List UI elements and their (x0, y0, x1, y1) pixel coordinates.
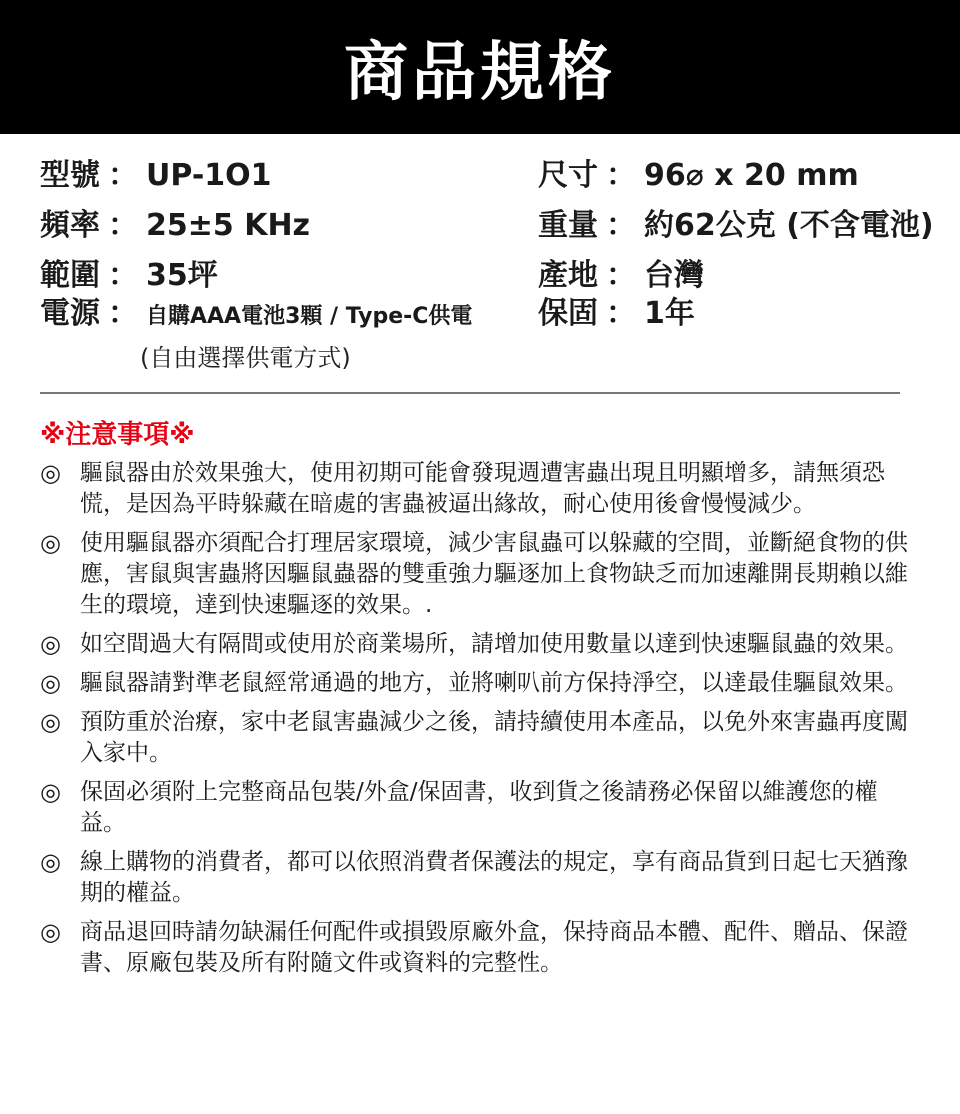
spec-separator: ： (108, 208, 138, 243)
spec-separator: ： (108, 296, 138, 331)
list-item (40, 458, 920, 520)
spec-weight (538, 206, 934, 246)
bullet-icon: ◎ (40, 778, 61, 806)
spec-value: 1年 (644, 296, 695, 331)
spec-value: 35坪 (146, 258, 218, 293)
list-item-text: 驅鼠器請對準老鼠經常通過的地方，並將喇叭前方保持淨空，以達最佳驅鼠效果。 (80, 670, 908, 696)
spec-separator: ： (108, 158, 138, 193)
bullet-icon: ◎ (40, 459, 61, 487)
spec-label: 型號 (40, 158, 100, 193)
bullet-icon: ◎ (40, 529, 61, 557)
spec-label: 電源 (40, 296, 100, 331)
spec-separator: ： (108, 258, 138, 293)
list-item (40, 668, 920, 699)
page-title: 商品規格 (344, 36, 616, 110)
spec-size (538, 156, 859, 196)
spec-separator: ： (606, 208, 636, 243)
spec-separator: ： (606, 158, 636, 193)
spec-value: 約62公克 (不含電池) (644, 208, 934, 243)
spec-power (40, 294, 472, 337)
spec-value: UP-1O1 (146, 158, 272, 193)
list-item (40, 847, 920, 909)
spec-model (40, 156, 272, 196)
spec-value: 96⌀ x 20 mm (644, 158, 859, 193)
list-item-text: 如空間過大有隔間或使用於商業場所，請增加使用數量以達到快速驅鼠蟲的效果。 (80, 631, 908, 657)
spec-power-note: (自由選擇供電方式) (140, 344, 351, 372)
bullet-icon: ◎ (40, 708, 61, 736)
list-item-text: 線上購物的消費者，都可以依照消費者保護法的規定，享有商品貨到日起七天猶豫期的權益。 (80, 849, 908, 906)
section-divider (40, 392, 900, 394)
bullet-icon: ◎ (40, 918, 61, 946)
bullet-icon: ◎ (40, 848, 61, 876)
spec-label: 保固 (538, 296, 598, 331)
list-item (40, 777, 920, 839)
list-item-text: 保固必須附上完整商品包裝/外盒/保固書，收到貨之後請務必保留以維護您的權益。 (80, 779, 878, 836)
spec-value: 25±5 KHz (146, 208, 311, 243)
list-item-text: 使用驅鼠器亦須配合打理居家環境，減少害鼠蟲可以躲藏的空間，並斷絕食物的供應，害鼠與害蟲將因驅鼠蟲器的雙重強力驅逐加上食物缺乏而加速離開長期賴以維生的環境，達到快速驅逐的效果。. (80, 530, 908, 618)
list-item (40, 629, 920, 660)
list-item-text: 預防重於治療，家中老鼠害蟲減少之後，請持續使用本產品，以免外來害蟲再度闖入家中。 (80, 709, 908, 766)
spec-section (0, 134, 960, 374)
spec-label: 頻率 (40, 208, 100, 243)
spec-label: 尺寸 (538, 158, 598, 193)
bullet-icon: ◎ (40, 669, 61, 697)
list-item-text: 商品退回時請勿缺漏任何配件或損毀原廠外盒，保持商品本體、配件、贈品、保證書、原廠包裝及所有附隨文件或資料的完整性。 (80, 919, 908, 976)
spec-separator: ： (606, 296, 636, 331)
bullet-icon: ◎ (40, 630, 61, 658)
list-item (40, 917, 920, 979)
notice-title: ※注意事項※ (40, 420, 195, 450)
spec-frequency (40, 206, 310, 246)
spec-origin (538, 256, 704, 296)
spec-range (40, 256, 218, 296)
list-item (40, 707, 920, 769)
notice-list (40, 458, 920, 987)
spec-label: 範圍 (40, 258, 100, 293)
spec-label: 重量 (538, 208, 598, 243)
spec-value: 台灣 (644, 258, 704, 293)
spec-value: 自購AAA電池3顆 / Type-C供電 (146, 304, 473, 329)
spec-label: 產地 (538, 258, 598, 293)
list-item-text: 驅鼠器由於效果強大，使用初期可能會發現週遭害蟲出現且明顯增多，請無須恐慌，是因為平時躲藏在暗處的害蟲被逼出緣故，耐心使用後會慢慢減少。 (80, 460, 885, 517)
spec-warranty (538, 294, 695, 334)
list-item (40, 528, 920, 621)
spec-separator: ： (606, 258, 636, 293)
header-banner (0, 0, 960, 134)
